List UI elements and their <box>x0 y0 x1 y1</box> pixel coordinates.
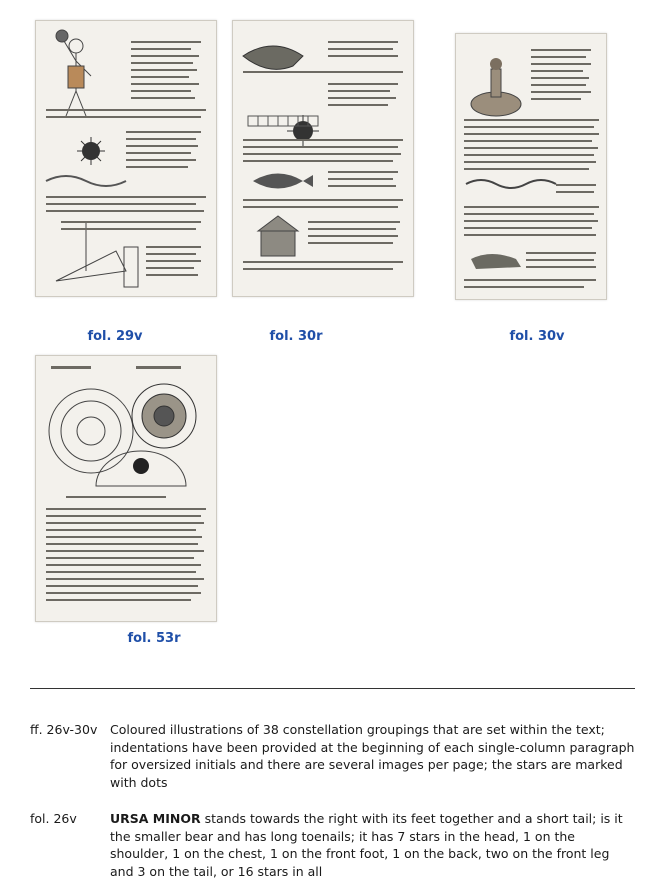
caption-fol-30v: fol. 30v <box>509 329 565 344</box>
entry-description <box>110 810 635 880</box>
constellation-text: stands towards the right with its feet together and a short tail; is it the smaller bear and has long toenails; it has 7 stars in the head, 1 on the shoulder, 1 on the chest, 1 on the front foot, 1 on the back, two on the front leg and 3 on the tail, or 16 stars in all <box>110 811 623 879</box>
section-divider <box>30 688 635 689</box>
manuscript-page-illustration <box>36 21 216 296</box>
entry-fol-26v <box>30 810 635 882</box>
entry-ff-26v-30v <box>30 721 635 793</box>
manuscript-image-fol-30r[interactable] <box>232 20 414 297</box>
manuscript-page-illustration <box>456 34 606 299</box>
manuscript-page-illustration <box>36 356 216 621</box>
manuscript-image-fol-30v[interactable] <box>455 33 607 300</box>
folio-reference: ff. 26v-30v <box>30 722 98 737</box>
manuscript-image-fol-53r[interactable] <box>35 355 217 622</box>
caption-fol-53r: fol. 53r <box>127 631 181 646</box>
caption-fol-29v: fol. 29v <box>87 329 143 344</box>
entry-description: Coloured illustrations of 38 constellation groupings that are set within the text; indentations have been provided at the beginning of each single-column paragraph for oversized initials and there are several images per page; the stars are marked with dots <box>110 722 635 790</box>
folio-reference: fol. 26v <box>30 811 77 826</box>
constellation-name: URSA MINOR <box>110 811 201 826</box>
manuscript-image-fol-29v[interactable] <box>35 20 217 297</box>
caption-fol-30r: fol. 30r <box>269 329 323 344</box>
manuscript-page-illustration <box>233 21 413 296</box>
